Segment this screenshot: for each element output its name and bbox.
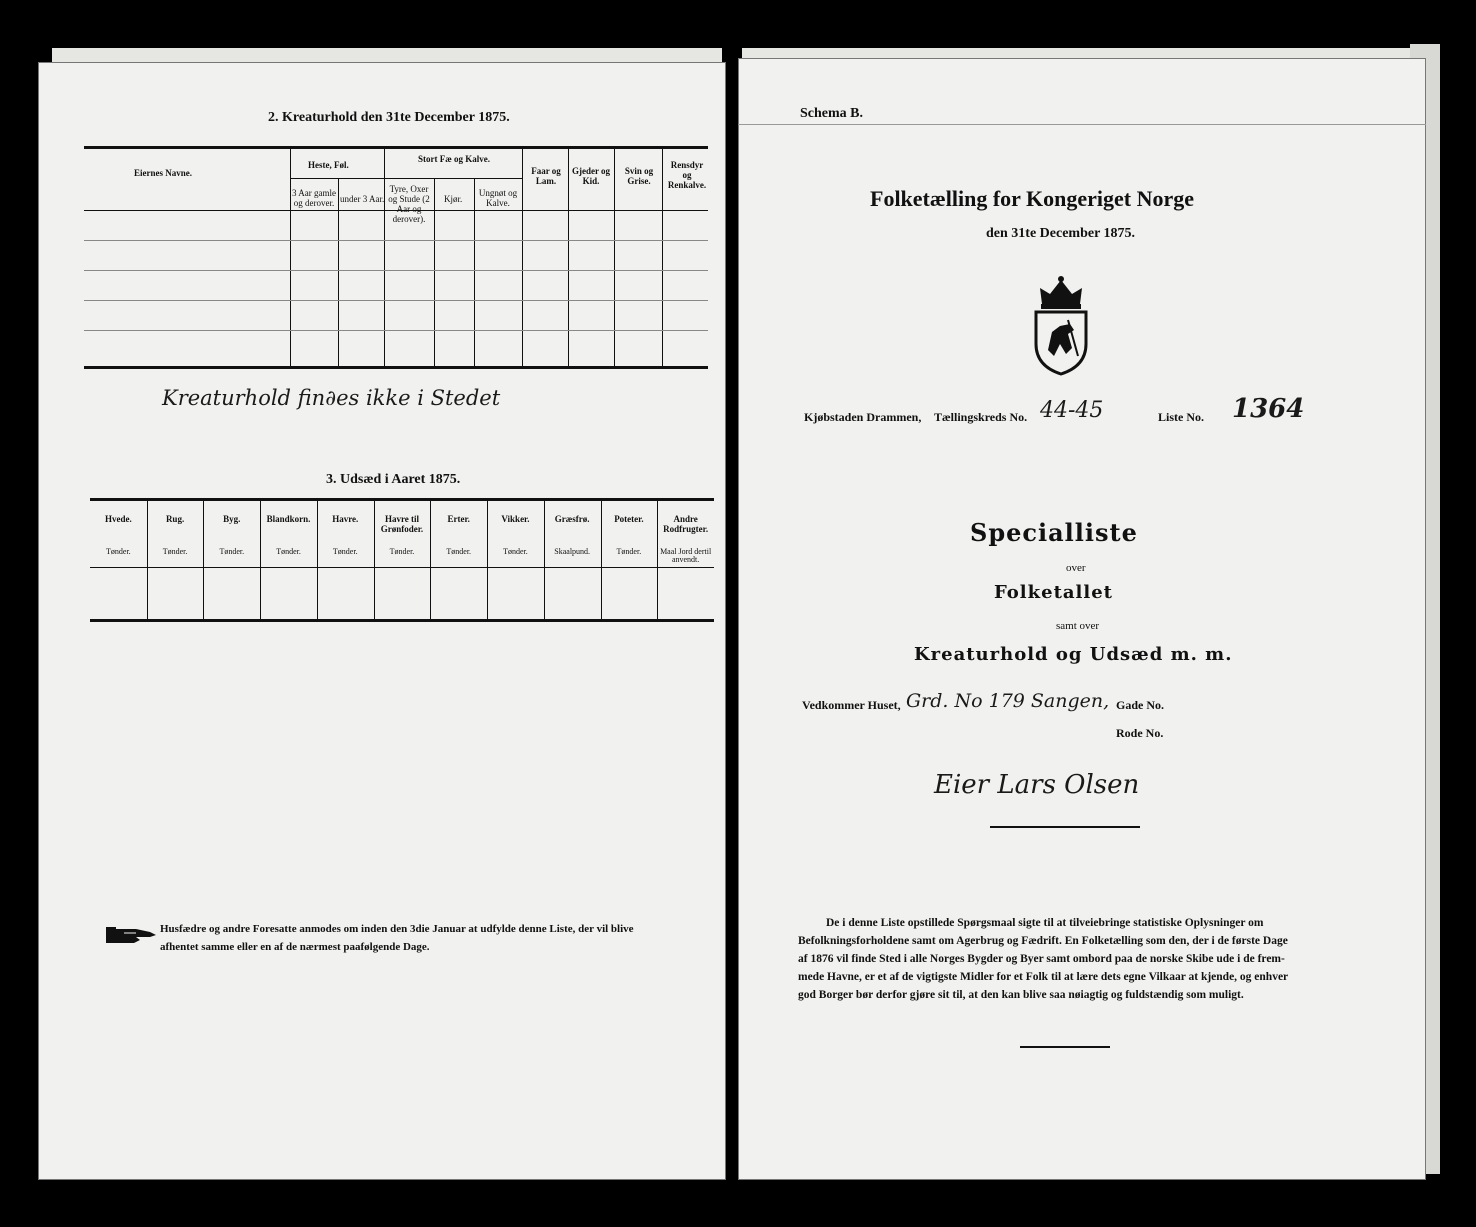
seed-table-top-rule xyxy=(90,498,714,501)
header-goats: Gjeder og Kid. xyxy=(571,166,611,186)
row-rule xyxy=(84,300,708,301)
seed-col-unit: Tønder. xyxy=(332,547,358,556)
row-rule xyxy=(84,330,708,331)
col-divider xyxy=(522,146,523,366)
seed-col-unit: Tønder. xyxy=(276,547,301,556)
seed-col-name: Havre til Grønfoder. xyxy=(380,514,424,534)
table-bottom-rule xyxy=(84,366,708,369)
info-paragraph xyxy=(798,914,1394,1004)
col-divider xyxy=(338,178,339,366)
header-sheep: Faar og Lam. xyxy=(531,166,561,186)
paragraph-line: Befolkningsforholdene samt om Agerbrug og Fædrift. En Folketælling som den, der i de første Dage xyxy=(798,935,1288,947)
paragraph-line: mede Havne, er et af de vigtigste Midler for et Folk til at lære dets egne Vilkaar at kjende, og enhver xyxy=(798,971,1289,983)
seed-col-unit: Tønder. xyxy=(106,547,131,556)
pointing-hand-icon xyxy=(106,924,158,946)
header-cattle-sub1: Tyre, Oxer og Stude (2 Aar og derover). xyxy=(388,184,430,224)
paragraph-line: De i denne Liste opstillede Spørgsmaal sigte til at tilveiebringe statistiske Oplysninger om xyxy=(826,917,1264,929)
house-value: Grd. No 179 Sangen, xyxy=(906,690,1110,712)
row-rule xyxy=(84,270,708,271)
col-divider xyxy=(290,146,291,366)
samt-over-label: samt over xyxy=(1056,620,1100,632)
section2-title: 2. Kreaturhold den 31te December 1875. xyxy=(268,110,510,125)
seed-col-unit: Skaalpund. xyxy=(554,547,591,556)
subheader-rule xyxy=(290,178,522,179)
seed-col-name: Vikker. xyxy=(501,514,530,524)
seed-col-name: Græsfrø. xyxy=(554,514,590,524)
seed-table-bottom-rule xyxy=(90,619,714,622)
col-divider xyxy=(474,178,475,366)
list-label: Liste No. xyxy=(1158,410,1204,424)
signature-rule xyxy=(990,826,1140,828)
schema-label: Schema B. xyxy=(800,106,863,121)
district-label: Tællingskreds No. xyxy=(934,410,1028,424)
seed-col-name: Andre Rodfrugter. xyxy=(663,514,709,534)
house-label: Vedkommer Huset, xyxy=(802,698,901,712)
header-cattle: Stort Fæ og Kalve. xyxy=(418,154,490,164)
seed-col-name: Hvede. xyxy=(104,514,132,524)
seed-col-unit: Tønder. xyxy=(616,547,642,556)
col-divider xyxy=(662,146,663,366)
town-label: Kjøbstaden Drammen, xyxy=(804,410,922,424)
census-date: den 31te December 1875. xyxy=(986,226,1136,241)
owner-signature: Eier Lars Olsen xyxy=(934,770,1140,800)
notice-line2: afhentet samme eller en af de nærmest paafølgende Dage. xyxy=(160,941,430,953)
seed-col-unit: Tønder. xyxy=(219,547,245,556)
schema-rule xyxy=(738,124,1426,125)
header-horses: Heste, Føl. xyxy=(308,160,349,170)
seed-col-name: Havre. xyxy=(332,514,359,524)
rode-label: Rode No. xyxy=(1116,726,1164,740)
section3-title: 3. Udsæd i Aaret 1875. xyxy=(326,472,461,487)
col-divider xyxy=(614,146,615,366)
row-rule xyxy=(84,240,708,241)
seed-col-unit: Maal Jord dertil anvendt. xyxy=(660,547,712,564)
street-label: Gade No. xyxy=(1116,698,1164,712)
closing-rule xyxy=(1020,1046,1110,1048)
right-page xyxy=(738,58,1426,1180)
paragraph-line: af 1876 vil finde Sted i alle Norges Bygder og Byer samt ombord paa de norske Skibe ude i de frem- xyxy=(798,953,1285,965)
list-value: 1364 xyxy=(1232,394,1305,424)
main-title: Folketælling for Kongeriget Norge xyxy=(870,186,1195,211)
seed-col-name: Poteter. xyxy=(614,514,644,524)
seed-col-name: Erter. xyxy=(447,514,470,524)
seed-col-name: Blandkorn. xyxy=(266,514,311,524)
specialliste-heading: Specialliste xyxy=(970,518,1138,547)
header-pigs: Svin og Grise. xyxy=(624,166,654,186)
district-value: 44-45 xyxy=(1040,398,1104,423)
seed-col-unit: Tønder. xyxy=(503,547,528,556)
seed-col-unit: Tønder. xyxy=(162,547,188,556)
over-label: over xyxy=(1066,562,1086,574)
notice-line1: Husfædre og andre Foresatte anmodes om inden den 3die Januar at udfylde denne Liste, der vil blive xyxy=(160,923,634,935)
seed-col-unit: Tønder. xyxy=(389,547,415,556)
seed-col-name: Byg. xyxy=(223,514,241,524)
header-owner: Eiernes Navne. xyxy=(134,168,192,178)
header-horses-sub1: 3 Aar gamle og derover. xyxy=(292,188,336,208)
kreaturhold-heading: Kreaturhold og Udsæd m. m. xyxy=(914,644,1233,665)
col-divider xyxy=(568,146,569,366)
header-cattle-sub3: Ungnøt og Kalve. xyxy=(478,188,518,208)
norway-coat-of-arms-icon xyxy=(1030,274,1092,378)
seed-header-rule xyxy=(90,567,714,568)
folketallet-heading: Folketallet xyxy=(994,582,1113,603)
col-divider xyxy=(384,146,385,366)
header-cattle-sub2: Kjør. xyxy=(444,194,463,204)
left-page xyxy=(38,62,726,1180)
handwritten-note: Kreaturhold fin∂es ikke i Stedet xyxy=(162,386,501,410)
header-horses-sub2: under 3 Aar. xyxy=(340,194,385,204)
paragraph-line: god Borger bør derfor gjøre sit til, at den kan blive saa nøiagtig og fuldstændig som muligt. xyxy=(798,989,1244,1001)
seed-col-name: Rug. xyxy=(165,514,185,524)
col-divider xyxy=(434,178,435,366)
seed-col-unit: Tønder. xyxy=(446,547,472,556)
header-reindeer: Rensdyr og Renkalve. xyxy=(667,160,707,190)
